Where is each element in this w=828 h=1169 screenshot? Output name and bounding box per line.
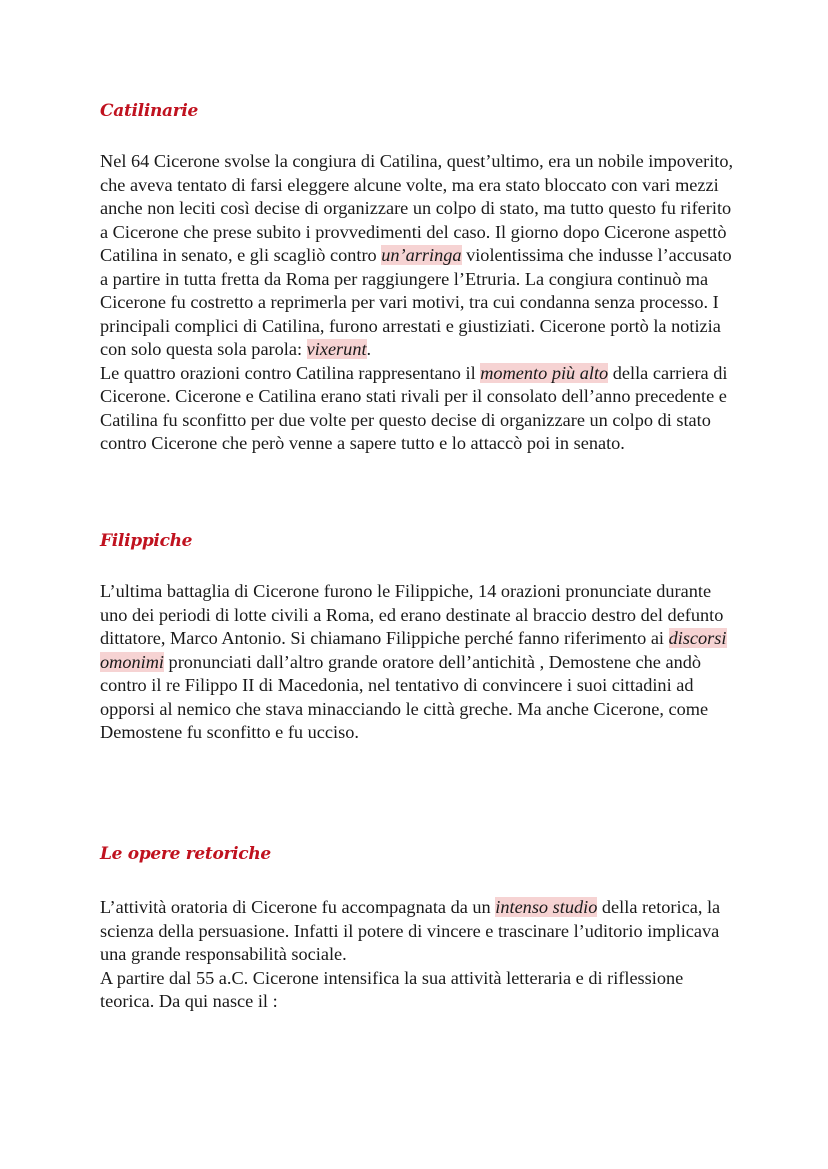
- section-heading-filippiche: Filippiche: [100, 531, 193, 551]
- section-paragraph-filippiche: [100, 580, 740, 745]
- section-paragraph-catilinarie: [100, 150, 740, 456]
- highlighted-phrase: intenso studio: [495, 897, 598, 917]
- highlighted-phrase: un’arringa: [381, 245, 462, 265]
- text-run: pronunciati dall’altro grande oratore dell’antichità , Demostene che andò contro il re Filippo II di Macedonia, nel tentativo di convincere i suoi cittadini ad opporsi al nemico che stava minacciando le città greche. Ma anche Cicerone, come Demostene fu sconfitto e fu ucciso.: [100, 651, 709, 742]
- text-run: Le quattro orazioni contro Catilina rappresentano il: [100, 362, 481, 383]
- text-run: A partire dal 55 a.C. Cicerone intensifica la sua attività letteraria e di riflessione teorica. Da qui nasce il :: [100, 967, 684, 1011]
- text-run: L’ultima battaglia di Cicerone furono le Filippiche, 14 orazioni pronunciate durante uno dei periodi di lotte civili a Roma, ed erano destinate al braccio destro del defunto dittatore, Marco Antonio. Si chiamano Filippiche perché fanno riferimento ai: [100, 581, 724, 648]
- text-run: L’attività oratoria di Cicerone fu accompagnata da un: [100, 897, 496, 917]
- text-run: violentissima che indusse l’accusato a partire in tutta fretta da Roma per raggiungere l’Etruria. La congiura continuò ma Cicerone fu costretto a reprimerla per vari motivi, tra cui condanna senza processo. I principali complici di Catilina, furono arrestati e giustiziati. Cicerone portò la notizia con solo questa sola parola:: [100, 245, 732, 359]
- text-run: della retorica, la scienza della persuasione. Infatti il potere di vincere e trascinare l’uditorio implicava una grande responsabilità sociale.: [100, 897, 721, 964]
- section-paragraph-opere-retoriche: [100, 896, 740, 1014]
- text-run: .: [366, 339, 372, 359]
- section-heading-opere-retoriche: Le opere retoriche: [100, 844, 271, 864]
- highlighted-phrase: discorsi omonimi: [100, 628, 727, 672]
- highlighted-phrase: momento più alto: [480, 362, 609, 383]
- highlighted-phrase: vixerunt: [306, 339, 367, 359]
- section-heading-catilinarie: Catilinarie: [100, 101, 199, 121]
- text-run: della carriera di Cicerone. Cicerone e Catilina erano stati rivali per il consolato dell’anno precedente e Catilina fu sconfitto per due volte per questo decise di organizzare un colpo di stato contro Cicerone che però venne a sapere tutto e lo attaccò poi in senato.: [100, 362, 728, 453]
- text-run: Nel 64 Cicerone svolse la congiura di Catilina, quest’ultimo, era un nobile impoverito, che aveva tentato di farsi eleggere alcune volte, ma era stato bloccato con vari mezzi anche non leciti così decise di organizzare un colpo di stato, ma tutto questo fu riferito a Cicerone che prese subito i provvedimenti del caso. Il giorno dopo Cicerone aspettò Catilina in senato, e gli scagliò contro: [100, 151, 734, 265]
